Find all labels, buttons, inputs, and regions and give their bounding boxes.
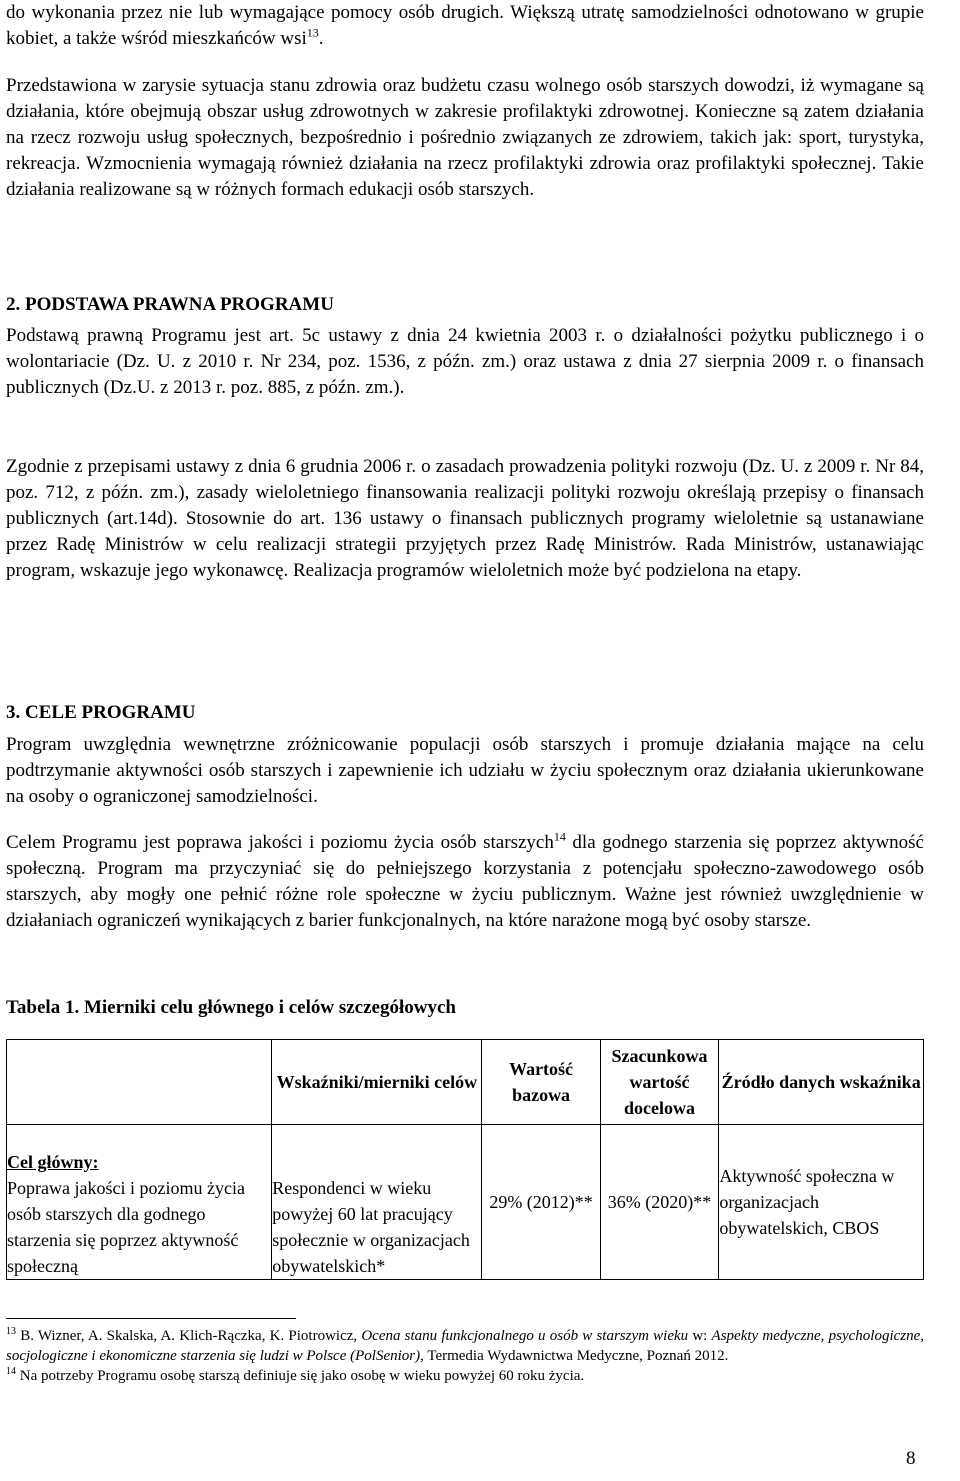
table-header-empty [7,1040,272,1125]
table-header-indicators: Wskaźniki/mierniki celów [272,1040,482,1125]
footnote-14-number: 14 [6,1366,16,1377]
table-header-base-value: Wartość bazowa [482,1040,600,1125]
section-3-heading: 3. CELE PROGRAMU [6,702,196,723]
intro-text: do wykonania przez nie lub wymagające pomocy osób drugich. Większą utratę samodzielności odnotowano w grupie kobiet, a także wśród mieszkańców wsi [6,2,924,49]
table-header-target-value: Szacunkowa wartość docelowa [600,1040,719,1125]
footnote-13-authors: B. Wizner, A. Skalska, A. Klich-Rączka, K. Piotrowicz, [16,1328,362,1344]
footnote-ref-13: 13 [306,25,319,40]
footnotes [6,1326,924,1386]
footnote-divider [6,1318,296,1319]
goal-cell [7,1125,272,1280]
policy-paragraph: Zgodnie z przepisami ustawy z dnia 6 grudnia 2006 r. o zasadach prowadzenia polityki rozwoju (Dz. U. z 2009 r. Nr 84, poz. 712, z późn. zm.), zasady wieloletniego finansowania realizacji polityki rozwoju określają przepisy o finansach publicznych (art.14d). Stosownie do art. 136 ustawy o finansach publicznych programy wieloletnie są ustanawiane przez Radę Ministrów w celu realizacji strategii przyjętych przez Radę Ministrów. Rada Ministrów, ustanawiając program, wskazuje jego wykonawcę. Realizacja programów wieloletnich może być podzielona na etapy. [6,456,924,581]
footnote-14 [6,1366,924,1386]
footnote-13-book: Aspekty medyczne, psychologiczne, socjologiczne i ekonomiczne starzenia się ludzi w Polsce (PolSenior) [6,1328,925,1364]
page-number: 8 [906,1448,916,1469]
table-header-data-source: Źródło danych wskaźnika [719,1040,924,1125]
program-goal-paragraph [6,830,924,934]
program-scope-paragraph: Program uwzględnia wewnętrzne zróżnicowanie populacji osób starszych i promuje działania mające na celu podtrzymanie aktywności osób starszych i zapewnienie ich udziału w życiu społecznym oraz działania ukierunkowane na osoby o ograniczonej samodzielności. [6,734,924,807]
table-row [7,1125,924,1280]
footnote-13-mid: w: [688,1328,712,1344]
goal-label: Cel główny: [7,1152,99,1172]
intro-tail: . [318,28,324,49]
footnote-13-number: 13 [6,1326,16,1337]
goal-text-end: dla godnego starzenia się poprzez aktywność społeczną. Program ma przyczyniać się do pełniejszego korzystania z potencjału społeczno-zawodowego osób starszych, aby mogły one pełnić różne role społeczne w życiu publicznym. Ważne jest również uwzględnienie w działaniach ograniczeń wynikających z barier funkcjonalnych, na które narażone mogą być osoby starsze. [6,832,924,931]
table-header-row [7,1040,924,1125]
legal-basis-paragraph: Podstawą prawną Programu jest art. 5c ustawy z dnia 24 kwietnia 2003 r. o działalności pożytku publicznego i o wolontariacie (Dz. U. z 2010 r. Nr 234, poz. 1536, z późn. zm.) oraz ustawa z dnia 27 sierpnia 2009 r. o finansach publicznych (Dz.U. z 2013 r. poz. 885, z późn. zm.). [6,325,924,398]
footnote-14-text: Na potrzeby Programu osobę starszą definiuje się jako osobę w wieku powyżej 60 roku życia. [16,1368,585,1384]
footnote-13-title: Ocena stanu funkcjonalnego u osób w starszym wieku [361,1328,689,1344]
goal-text-start: Celem Programu jest poprawa jakości i poziomu życia osób starszych [6,832,554,853]
footnote-ref-14: 14 [553,829,566,844]
data-source-cell: Aktywność społeczna w organizacjach obywatelskich, CBOS [719,1125,924,1280]
goal-text: Poprawa jakości i poziomu życia osób starszych dla godnego starzenia się poprzez aktywność społeczną [7,1178,245,1276]
base-value-cell: 29% (2012)** [482,1125,600,1280]
indicators-table [6,1039,924,1280]
section-2-heading: 2. PODSTAWA PRAWNA PROGRAMU [6,294,334,315]
health-paragraph: Przedstawiona w zarysie sytuacja stanu zdrowia oraz budżetu czasu wolnego osób starszych dowodzi, iż wymagane są działania, które obejmują obszar usług zdrowotnych w zakresie profilaktyki zdrowotnej. Konieczne są zatem działania na rzecz rozwoju usług społecznych, bezpośrednio i pośrednio związanych ze zdrowiem, takich jak: sport, turystyka, rekreacja. Wzmocnienia wymagają również działania na rzecz profilaktyki zdrowia oraz profilaktyki społecznej. Takie działania realizowane są w różnych formach edukacji osób starszych. [6,75,924,200]
footnote-13-end: , Termedia Wydawnictwa Medyczne, Poznań 2012. [420,1348,729,1364]
target-value-cell: 36% (2020)** [600,1125,719,1280]
intro-paragraph [6,0,924,52]
indicator-cell: Respondenci w wieku powyżej 60 lat pracujący społecznie w organizacjach obywatelskich* [272,1125,482,1280]
footnote-13 [6,1326,924,1366]
table-title: Tabela 1. Mierniki celu głównego i celów szczegółowych [6,997,456,1018]
